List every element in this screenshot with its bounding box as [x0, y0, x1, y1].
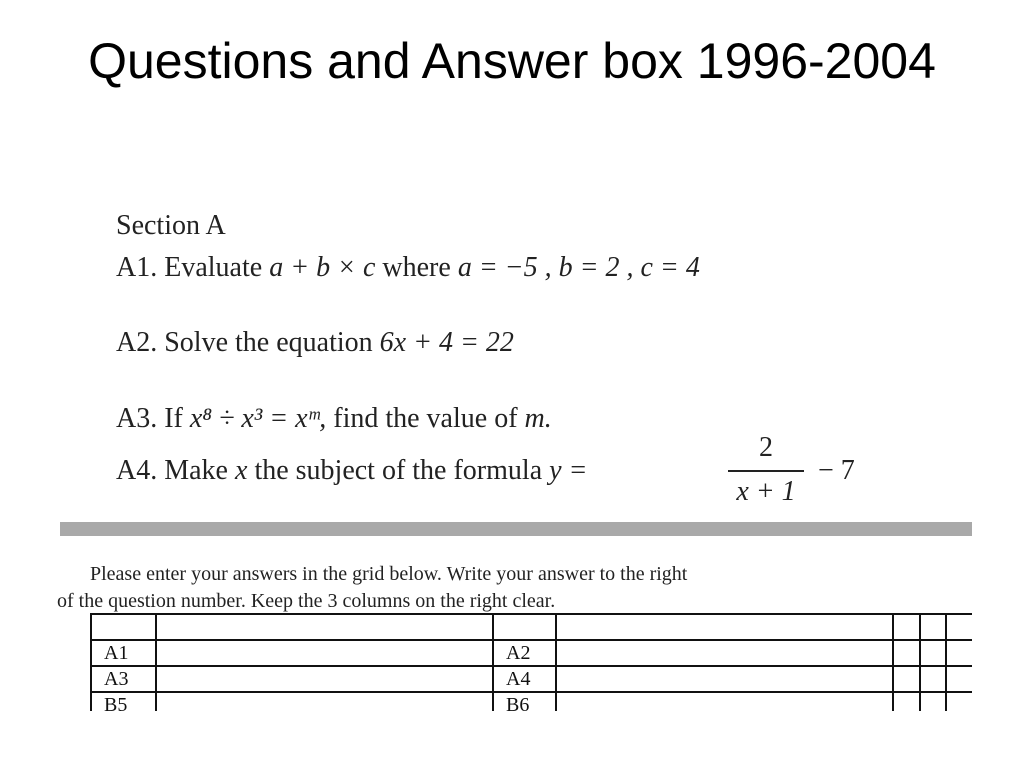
question-number-cell: B5: [91, 692, 156, 711]
question-a4: [116, 455, 587, 487]
a3-label: A3.: [116, 403, 158, 434]
reserved-cell: [893, 692, 920, 711]
a4-fraction-bar: [728, 470, 804, 472]
a4-fraction: [728, 432, 804, 508]
a2-label: A2.: [116, 327, 158, 358]
question-a3: [116, 403, 552, 435]
a3-text: find the value of: [333, 403, 518, 434]
a3-variable: m.: [524, 403, 552, 434]
grid-row: [91, 614, 972, 640]
reserved-cell: [893, 666, 920, 692]
reserved-cell: [920, 666, 946, 692]
a4-make: Make: [164, 455, 228, 486]
instructions-line-2: of the question number. Keep the 3 columns on the right clear.: [57, 590, 556, 612]
a1-values: a = −5 , b = 2 , c = 4: [457, 252, 700, 283]
question-number-cell: A4: [493, 666, 556, 692]
reserved-cell: [946, 640, 972, 666]
reserved-cell: [893, 614, 920, 640]
a3-expression: x⁸ ÷ x³ = xᵐ,: [189, 403, 327, 434]
a4-numerator: 2: [759, 432, 773, 463]
instructions-line-1: Please enter your answers in the grid below. Write your answer to the right: [90, 563, 688, 585]
question-number-cell: A3: [91, 666, 156, 692]
a1-label: A1.: [116, 252, 158, 283]
question-number-cell: A1: [91, 640, 156, 666]
answer-cell[interactable]: [556, 666, 893, 692]
answer-cell[interactable]: [556, 640, 893, 666]
grid-cell: [493, 614, 556, 640]
grid-row: [91, 640, 972, 666]
a4-text: the subject of the formula: [254, 455, 543, 486]
section-heading: Section A: [116, 210, 226, 241]
answer-grid: [90, 613, 972, 711]
a4-denominator: x + 1: [736, 476, 796, 507]
answer-cell[interactable]: [156, 692, 493, 711]
answer-cell[interactable]: [156, 640, 493, 666]
question-number-cell: A2: [493, 640, 556, 666]
a1-text: Evaluate: [164, 252, 263, 283]
grid-cell: [556, 614, 893, 640]
a4-label: A4.: [116, 455, 158, 486]
question-number-cell: B6: [493, 692, 556, 711]
a4-tail: − 7: [818, 455, 855, 486]
a1-where: where: [382, 252, 451, 283]
reserved-cell: [946, 666, 972, 692]
a4-variable: x: [235, 455, 248, 486]
answer-cell[interactable]: [156, 666, 493, 692]
slide-title: Questions and Answer box 1996-2004: [88, 33, 936, 89]
question-a2: [116, 327, 514, 359]
question-a1: [116, 252, 700, 284]
answer-grid-body: [91, 614, 972, 711]
reserved-cell: [893, 640, 920, 666]
reserved-cell: [920, 614, 946, 640]
grid-cell: [156, 614, 493, 640]
a4-lhs: y =: [549, 455, 588, 486]
reserved-cell: [920, 692, 946, 711]
a1-expression: a + b × c: [269, 252, 376, 283]
reserved-cell: [946, 614, 972, 640]
a2-expression: 6x + 4 = 22: [379, 327, 514, 358]
grid-cell: [91, 614, 156, 640]
reserved-cell: [946, 692, 972, 711]
a2-text: Solve the equation: [164, 327, 373, 358]
reserved-cell: [920, 640, 946, 666]
a3-if: If: [164, 403, 183, 434]
grid-row: [91, 666, 972, 692]
divider-bar: [60, 522, 972, 536]
grid-row: [91, 692, 972, 711]
answer-cell[interactable]: [556, 692, 893, 711]
